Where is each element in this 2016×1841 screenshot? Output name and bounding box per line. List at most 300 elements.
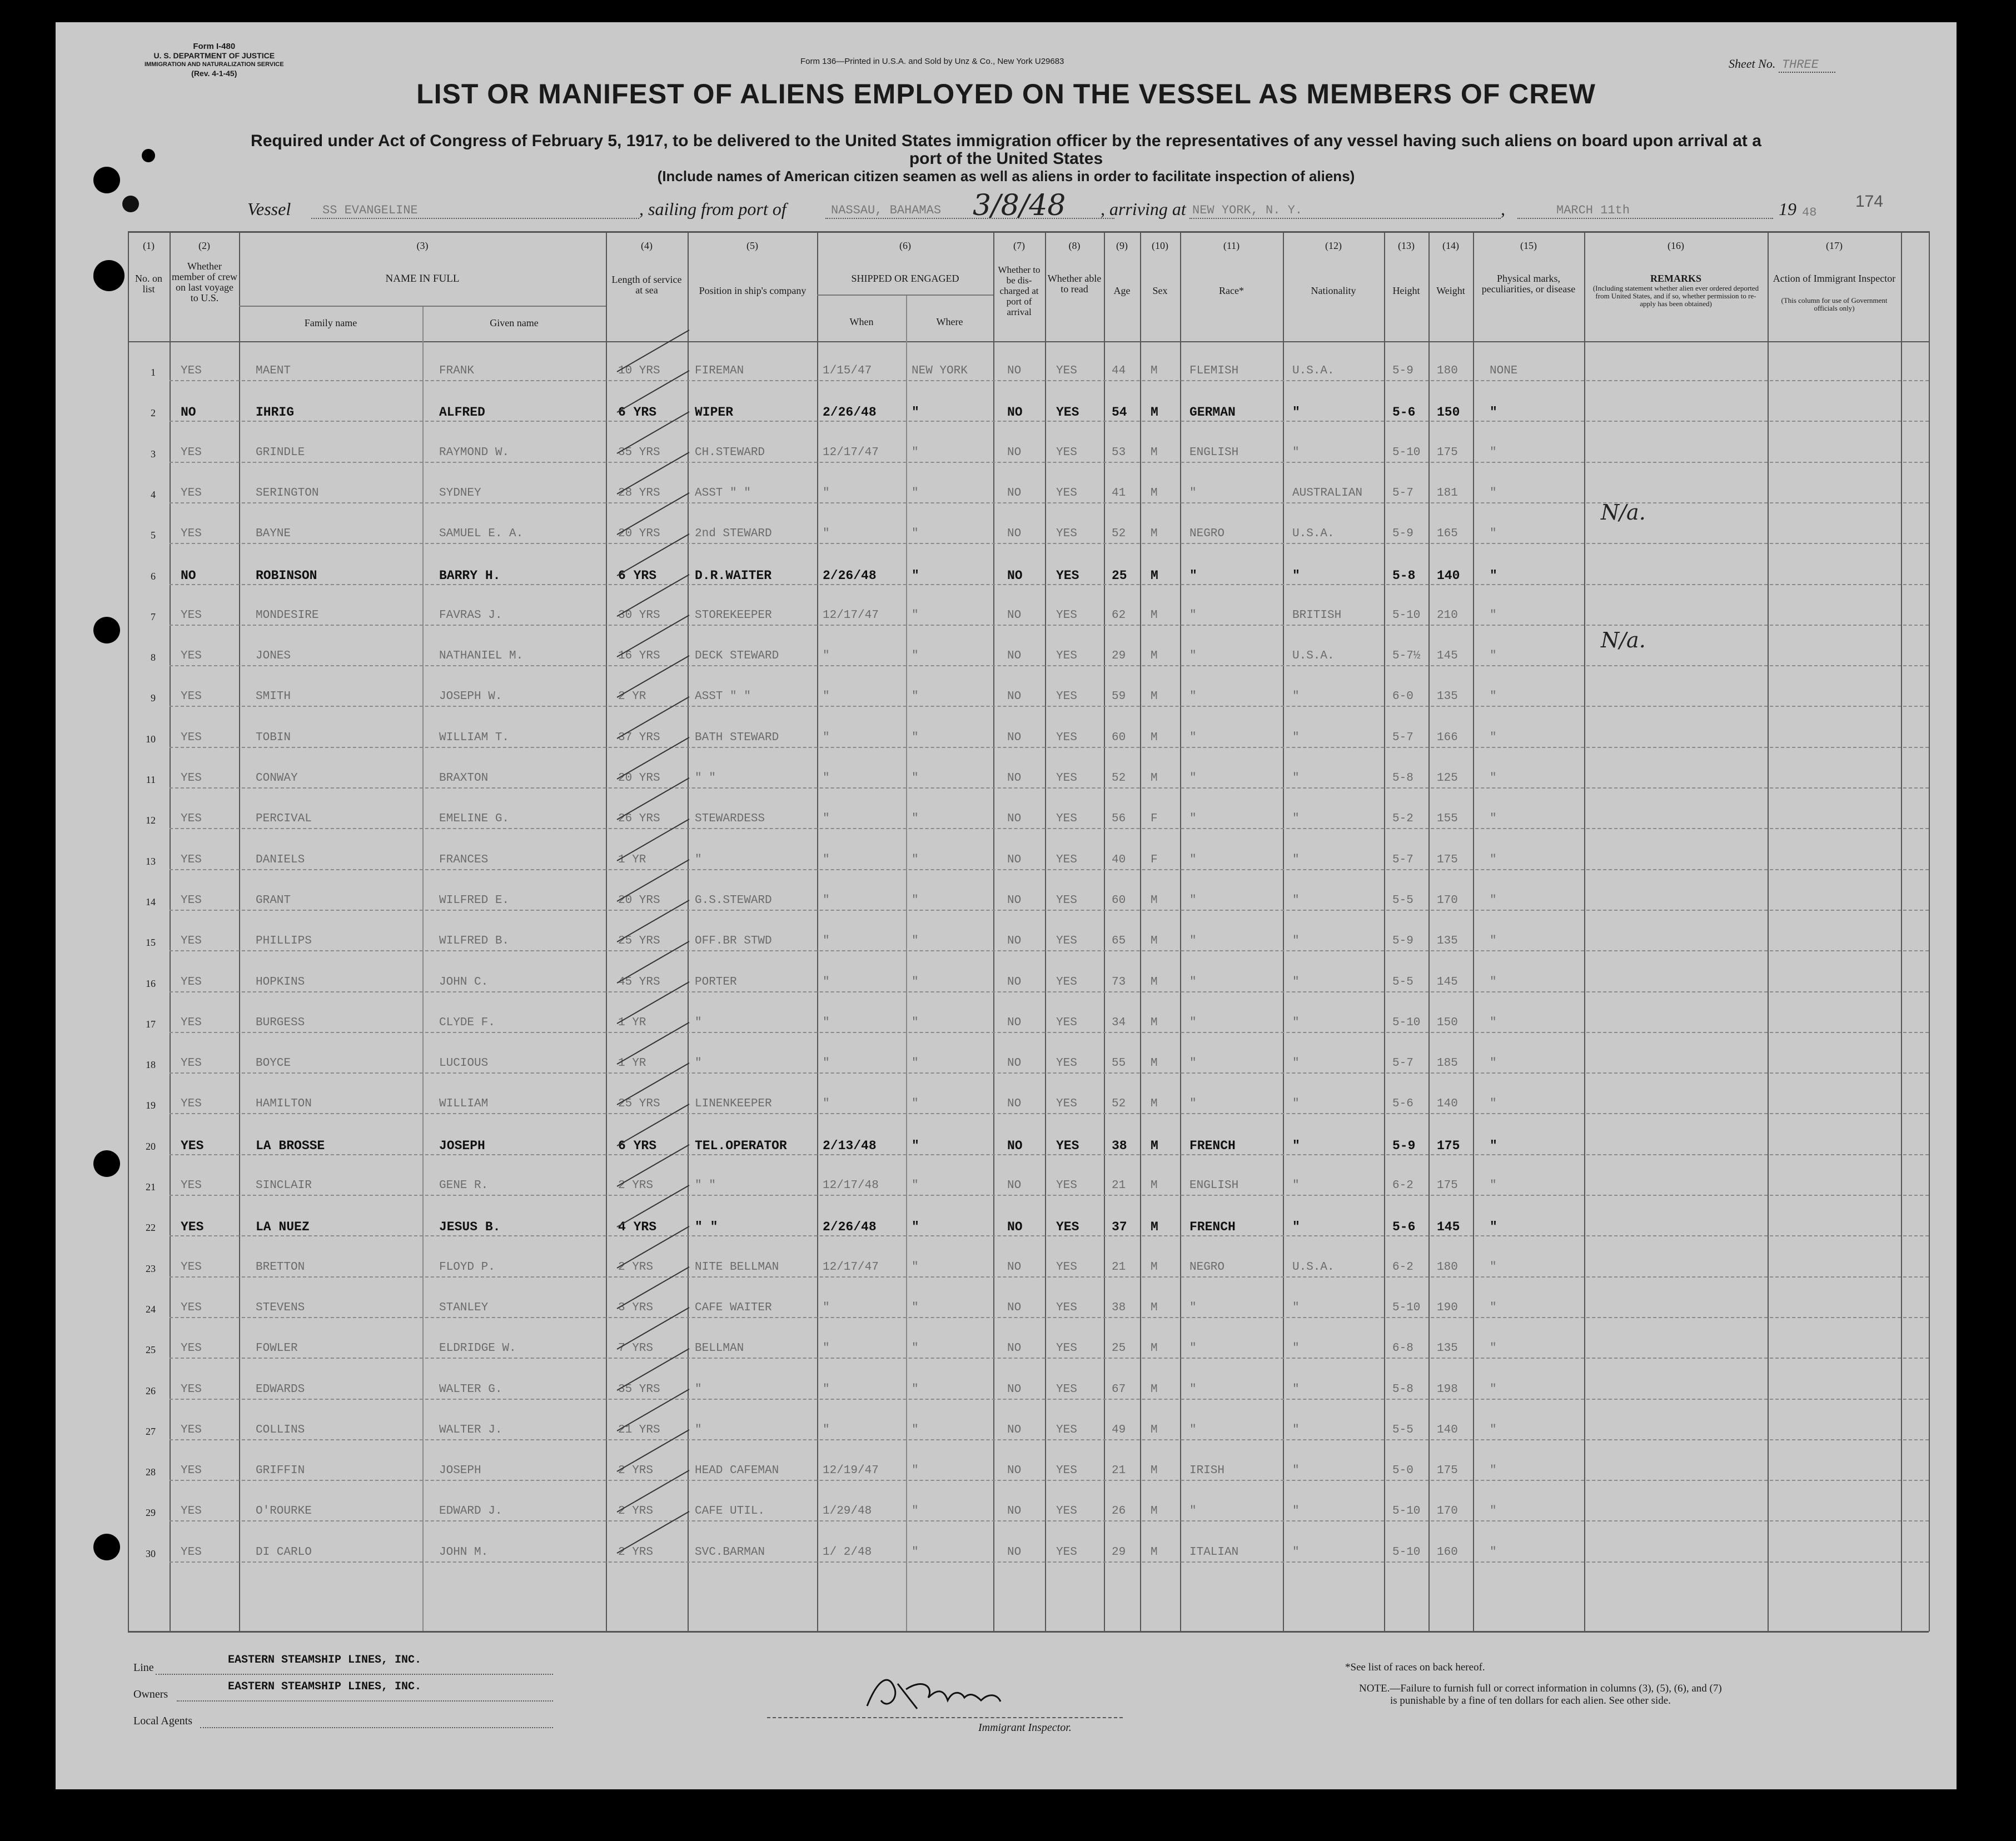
service-cell: 2 YRS [618, 1505, 654, 1518]
agents-dotline [200, 1727, 553, 1728]
col-line [1929, 231, 1930, 1632]
family-name-cell: PERCIVAL [256, 812, 312, 826]
marks-cell: " [1490, 405, 1497, 420]
crew-cell: YES [181, 690, 202, 704]
discharged-cell: NO [1007, 1220, 1023, 1235]
nationality-cell: " [1292, 568, 1300, 583]
col-line [1384, 231, 1385, 1632]
col-line [1045, 231, 1046, 1632]
row-number: 20 [146, 1140, 156, 1152]
height-cell: 5-10 [1392, 1545, 1421, 1559]
given-name-cell: WILFRED E. [439, 894, 510, 907]
line-dotline [156, 1674, 553, 1675]
read-cell: YES [1056, 853, 1077, 866]
row-rule [170, 991, 1929, 992]
row-rule [170, 1276, 1929, 1278]
sailing-port: NASSAU, BAHAMAS [831, 203, 942, 217]
family-name-cell: LA NUEZ [256, 1220, 310, 1235]
crew-cell: YES [181, 365, 202, 377]
row-number: 26 [146, 1385, 156, 1396]
family-name-cell: ROBINSON [256, 568, 317, 583]
nationality-cell: U.S.A. [1292, 650, 1335, 663]
col-head-height: Height [1392, 285, 1420, 296]
row-number: 12 [146, 815, 156, 826]
service-cell: 37 YRS [618, 731, 660, 744]
race-cell: FRENCH [1189, 1138, 1236, 1153]
race-cell: " [1189, 1423, 1197, 1436]
where-cell: " [912, 1545, 919, 1559]
age-cell: 53 [1112, 446, 1126, 459]
sex-cell: M [1151, 1342, 1158, 1355]
where-cell: " [912, 812, 919, 826]
where-cell: " [912, 935, 919, 948]
age-cell: 52 [1112, 772, 1126, 785]
table-bottom-rule [128, 1631, 1929, 1633]
col-line [1140, 231, 1141, 1632]
row-rule [170, 950, 1929, 951]
race-cell: " [1189, 853, 1197, 866]
position-cell: CAFE WAITER [695, 1301, 772, 1314]
crew-cell: YES [181, 650, 202, 663]
crew-cell: YES [181, 1383, 202, 1396]
discharged-cell: NO [1007, 1342, 1022, 1355]
given-name-cell: BARRY H. [439, 568, 501, 583]
row-rule [170, 828, 1929, 829]
position-cell: LINENKEEPER [695, 1097, 772, 1111]
where-cell: " [912, 975, 919, 989]
age-cell: 34 [1112, 1016, 1126, 1029]
nationality-cell: " [1292, 1342, 1300, 1355]
col-num: (3) [416, 240, 429, 251]
row-number: 9 [151, 692, 156, 704]
service-cell: 45 YRS [618, 975, 660, 989]
revision: (Rev. 4-1-45) [191, 69, 237, 78]
col-num: (8) [1068, 240, 1081, 251]
service-cell: 6 YRS [618, 568, 657, 583]
service-cell: 28 YRS [618, 486, 660, 500]
header-bottom-rule [128, 341, 1929, 342]
height-cell: 5-6 [1392, 405, 1416, 420]
read-cell: YES [1056, 650, 1077, 663]
discharged-cell: NO [1007, 935, 1022, 948]
department: U. S. DEPARTMENT OF JUSTICE [153, 51, 275, 60]
position-cell: FIREMAN [695, 365, 744, 377]
row-number: 6 [151, 570, 156, 582]
nationality-cell: " [1292, 1383, 1300, 1396]
crew-cell: YES [181, 772, 202, 785]
position-cell: " [695, 1057, 702, 1070]
row-rule [170, 869, 1929, 870]
family-name-cell: SERINGTON [256, 486, 319, 500]
marks-cell: " [1490, 812, 1497, 826]
col-num: (1) [143, 240, 155, 251]
marks-cell: " [1490, 894, 1497, 907]
sheet-number: THREE [1779, 58, 1835, 73]
row-number: 1 [151, 367, 156, 378]
read-cell: YES [1056, 1220, 1079, 1235]
col-head-read: Whether able to read [1047, 273, 1102, 295]
weight-cell: 150 [1437, 1016, 1458, 1029]
col-num: (12) [1325, 240, 1342, 251]
nationality-cell: " [1292, 894, 1300, 907]
sailing-label: , sailing from port of [639, 199, 787, 219]
when-cell: 2/26/48 [823, 1220, 877, 1235]
when-cell: " [823, 1423, 830, 1436]
col-line [993, 231, 994, 1632]
height-cell: 5-9 [1392, 935, 1413, 948]
col-num: (13) [1398, 240, 1415, 251]
read-cell: YES [1056, 1097, 1077, 1111]
age-cell: 67 [1112, 1383, 1126, 1396]
col-head-no: No. on list [135, 273, 162, 295]
read-cell: YES [1056, 608, 1077, 622]
marks-cell: " [1490, 1505, 1497, 1518]
col-head-nationality: Nationality [1311, 285, 1356, 296]
row-number: 17 [146, 1018, 156, 1030]
weight-cell: 145 [1437, 975, 1458, 989]
family-name-cell: GRANT [256, 894, 291, 907]
sex-cell: F [1151, 853, 1158, 866]
discharged-cell: NO [1007, 446, 1022, 459]
given-name-cell: JOHN M. [439, 1545, 489, 1559]
race-cell: " [1189, 1016, 1197, 1029]
family-name-cell: BOYCE [256, 1057, 291, 1070]
marks-cell: " [1490, 1545, 1497, 1559]
read-cell: YES [1056, 1301, 1077, 1314]
row-rule [170, 665, 1929, 666]
position-cell: SVC.BARMAN [695, 1545, 765, 1559]
discharged-cell: NO [1007, 1301, 1022, 1314]
height-cell: 5-5 [1392, 975, 1413, 989]
age-cell: 29 [1112, 650, 1126, 663]
weight-cell: 175 [1437, 853, 1458, 866]
position-cell: WIPER [695, 405, 734, 420]
service-cell: 35 YRS [618, 446, 660, 459]
sex-cell: M [1151, 365, 1158, 377]
arriving-port: NEW YORK, N. Y. [1192, 203, 1303, 217]
weight-cell: 145 [1437, 650, 1458, 663]
where-cell: " [912, 1301, 919, 1314]
when-cell: 2/26/48 [823, 568, 877, 583]
crew-cell: YES [181, 1342, 202, 1355]
date-dotline [1517, 218, 1773, 219]
service-cell: 3 YRS [618, 1301, 654, 1314]
row-number: 21 [146, 1181, 156, 1193]
col-head-position: Position in ship's company [699, 285, 807, 296]
col-head-shipped: SHIPPED OR ENGAGED [851, 273, 959, 284]
service-cell: 26 YRS [618, 812, 660, 826]
family-name-cell: GRINDLE [256, 446, 305, 459]
discharged-cell: NO [1007, 1383, 1022, 1396]
family-name-cell: BRETTON [256, 1260, 305, 1274]
sex-cell: M [1151, 1016, 1158, 1029]
age-cell: 40 [1112, 853, 1126, 866]
crew-cell: YES [181, 731, 202, 744]
punch-hole [93, 167, 120, 193]
weight-cell: 170 [1437, 1505, 1458, 1518]
age-cell: 62 [1112, 608, 1126, 622]
row-rule [170, 1113, 1929, 1114]
when-cell: " [823, 935, 830, 948]
marks-cell: " [1490, 486, 1497, 500]
service-cell: 1 YR [618, 1057, 646, 1070]
discharged-cell: NO [1007, 1097, 1022, 1111]
family-name-cell: MONDESIRE [256, 608, 319, 622]
name-subrule [239, 306, 606, 307]
where-cell: " [912, 486, 919, 500]
arrival-date: MARCH 11th [1556, 203, 1630, 217]
crew-cell: YES [181, 608, 202, 622]
weight-cell: 160 [1437, 1545, 1458, 1559]
read-cell: YES [1056, 812, 1077, 826]
marks-cell: " [1490, 1220, 1497, 1235]
arriving-dotline [1189, 218, 1501, 219]
family-name-cell: SMITH [256, 690, 291, 704]
row-number: 22 [146, 1222, 156, 1234]
when-cell: " [823, 1097, 830, 1111]
marks-cell: " [1490, 1342, 1497, 1355]
nationality-cell: U.S.A. [1292, 1260, 1335, 1274]
weight-cell: 135 [1437, 935, 1458, 948]
race-cell: NEGRO [1189, 527, 1225, 541]
position-cell: CH.STEWARD [695, 446, 765, 459]
age-cell: 25 [1112, 1342, 1126, 1355]
read-cell: YES [1056, 1423, 1077, 1436]
height-cell: 5-6 [1392, 1220, 1416, 1235]
read-cell: YES [1056, 975, 1077, 989]
family-name-cell: O'ROURKE [256, 1505, 312, 1518]
vessel-label: Vessel [247, 199, 291, 219]
crew-cell: YES [181, 1464, 202, 1478]
service-cell: 2 YRS [618, 1545, 654, 1559]
family-name-cell: EDWARDS [256, 1383, 305, 1396]
given-name-cell: BRAXTON [439, 772, 489, 785]
row-rule [170, 584, 1929, 585]
weight-cell: 180 [1437, 1260, 1458, 1274]
crew-cell: YES [181, 935, 202, 948]
row-number: 15 [146, 937, 156, 949]
position-cell: G.S.STEWARD [695, 894, 772, 907]
col-head-remarks-sub: (Including statement whether alien ever ordered deported from United States, and if so, whether permission to re-apply has been obtained) [1592, 284, 1759, 308]
family-name-cell: PHILLIPS [256, 935, 312, 948]
row-rule [170, 910, 1929, 911]
marks-cell: " [1490, 690, 1497, 704]
given-name-cell: NATHANIEL M. [439, 650, 524, 663]
when-cell: 1/29/48 [823, 1505, 872, 1518]
discharged-cell: NO [1007, 1423, 1022, 1436]
given-name-cell: RAYMOND W. [439, 446, 510, 459]
row-number: 5 [151, 530, 156, 541]
where-cell: " [912, 1464, 919, 1478]
note-label: NOTE. [1359, 1683, 1390, 1694]
col-num: (6) [899, 240, 911, 251]
nationality-cell: " [1292, 1545, 1300, 1559]
service-cell: 25 YRS [618, 1097, 660, 1111]
crew-cell: YES [181, 1423, 202, 1436]
when-cell: 1/ 2/48 [823, 1545, 872, 1559]
given-name-cell: ALFRED [439, 405, 485, 420]
sheet-label: Sheet No. [1729, 57, 1776, 71]
position-cell: PORTER [695, 975, 737, 989]
where-cell: " [912, 1342, 919, 1355]
weight-cell: 145 [1437, 1220, 1460, 1235]
marks-cell: " [1490, 1016, 1497, 1029]
nationality-cell: " [1292, 690, 1300, 704]
marks-cell: " [1490, 731, 1497, 744]
when-cell: " [823, 772, 830, 785]
form-number: Form I-480 [193, 42, 236, 51]
discharged-cell: NO [1007, 812, 1022, 826]
race-cell: " [1189, 1301, 1197, 1314]
service-cell: 25 YRS [618, 935, 660, 948]
nationality-cell: " [1292, 772, 1300, 785]
marks-cell: " [1490, 1383, 1497, 1396]
col-head-race: Race* [1219, 285, 1244, 296]
col-head-family: Family name [304, 317, 357, 328]
race-cell: " [1189, 935, 1197, 948]
shipped-subrule [817, 295, 993, 296]
given-name-cell: FLOYD P. [439, 1260, 495, 1274]
height-cell: 5-8 [1392, 772, 1413, 785]
sex-cell: M [1151, 527, 1158, 541]
vessel-dotline [311, 218, 639, 219]
weight-cell: 185 [1437, 1057, 1458, 1070]
family-name-cell: SINCLAIR [256, 1179, 312, 1192]
race-cell: " [1189, 608, 1197, 622]
col-num: (10) [1152, 240, 1168, 251]
position-cell: ASST " " [695, 690, 751, 704]
weight-cell: 180 [1437, 365, 1458, 377]
row-number: 24 [146, 1303, 156, 1315]
age-cell: 29 [1112, 1545, 1126, 1559]
read-cell: YES [1056, 1505, 1077, 1518]
position-cell: " " [695, 1220, 718, 1235]
nationality-cell: " [1292, 935, 1300, 948]
discharged-cell: NO [1007, 1505, 1022, 1518]
position-cell: D.R.WAITER [695, 568, 772, 583]
family-name-cell: FOWLER [256, 1342, 298, 1355]
col-head-given: Given name [490, 317, 539, 328]
where-cell: NEW YORK [912, 365, 968, 377]
col-line [688, 231, 689, 1632]
marks-cell: " [1490, 853, 1497, 866]
col-head-age: Age [1113, 285, 1131, 296]
col-line [1473, 231, 1474, 1632]
discharged-cell: NO [1007, 486, 1022, 500]
given-name-cell: WILFRED B. [439, 935, 510, 948]
age-cell: 41 [1112, 486, 1126, 500]
position-cell: " " [695, 1179, 716, 1192]
height-cell: 5-7 [1392, 853, 1413, 866]
marks-cell: " [1490, 1423, 1497, 1436]
age-cell: 38 [1112, 1138, 1127, 1153]
where-cell: " [912, 527, 919, 541]
col-num: (15) [1520, 240, 1537, 251]
required-line-2: port of the United States [909, 149, 1103, 168]
weight-cell: 181 [1437, 486, 1458, 500]
required-line-1: Required under Act of Congress of February 5, 1917, to be delivered to the United States immigration officer by the representatives of any vessel having such aliens on board upon arrival at a [251, 132, 1761, 150]
col-head-remarks: REMARKS [1650, 273, 1701, 284]
nationality-cell: " [1292, 1016, 1300, 1029]
line-label: Line [133, 1662, 154, 1674]
race-cell: " [1189, 812, 1197, 826]
row-rule [170, 543, 1929, 544]
service-cell: 20 YRS [618, 527, 660, 541]
sex-cell: M [1151, 1505, 1158, 1518]
where-cell: " [912, 1016, 919, 1029]
age-cell: 65 [1112, 935, 1126, 948]
crew-cell: YES [181, 527, 202, 541]
year-value: 48 [1802, 206, 1817, 219]
races-note: *See list of races on back hereof. [1345, 1662, 1485, 1673]
where-cell: " [912, 1260, 919, 1274]
given-name-cell: FRANCES [439, 853, 489, 866]
col-line [170, 231, 171, 1632]
nationality-cell: " [1292, 1138, 1300, 1153]
service-cell: 6 YRS [618, 405, 657, 420]
sex-cell: M [1151, 1179, 1158, 1192]
sailing-date: 3/8/48 [973, 189, 1066, 222]
when-cell: " [823, 894, 830, 907]
family-name-cell: BAYNE [256, 527, 291, 541]
family-name-cell: JONES [256, 650, 291, 663]
race-cell: ENGLISH [1189, 446, 1239, 459]
service-cell: 30 YRS [618, 608, 660, 622]
marks-cell: " [1490, 1138, 1497, 1153]
sheet-number-block [1729, 57, 1835, 72]
arriving-label: , arriving at [1101, 199, 1186, 219]
race-cell: GERMAN [1189, 405, 1236, 420]
weight-cell: 135 [1437, 690, 1458, 704]
where-cell: " [912, 1220, 919, 1235]
col-line [1283, 231, 1284, 1632]
sailing-dotline [825, 218, 1114, 219]
weight-cell: 175 [1437, 1138, 1460, 1153]
weight-cell: 165 [1437, 527, 1458, 541]
given-name-cell: JOHN C. [439, 975, 489, 989]
sex-cell: M [1151, 568, 1158, 583]
when-cell: " [823, 486, 830, 500]
given-name-cell: FRANK [439, 365, 475, 377]
race-cell: " [1189, 1057, 1197, 1070]
when-cell: 12/17/48 [823, 1179, 879, 1192]
race-cell: " [1189, 731, 1197, 744]
row-rule [170, 1561, 1929, 1563]
include-note: (Include names of American citizen seamen as well as aliens in order to facilitate inspection of aliens) [657, 168, 1355, 184]
sex-cell: M [1151, 608, 1158, 622]
col-line [1180, 231, 1181, 1632]
where-cell: " [912, 731, 919, 744]
family-name-cell: HAMILTON [256, 1097, 312, 1111]
row-number: 2 [151, 407, 156, 419]
race-cell: " [1189, 568, 1197, 583]
crew-cell: YES [181, 1220, 204, 1235]
crew-cell: YES [181, 1057, 202, 1070]
given-name-cell: SYDNEY [439, 486, 481, 500]
given-name-cell: WILLIAM [439, 1097, 489, 1111]
read-cell: YES [1056, 1179, 1077, 1192]
given-name-cell: LUCIOUS [439, 1057, 489, 1070]
crew-cell: YES [181, 1260, 202, 1274]
read-cell: YES [1056, 935, 1077, 948]
height-cell: 5-5 [1392, 894, 1413, 907]
position-cell: HEAD CAFEMAN [695, 1464, 779, 1478]
crew-cell: YES [181, 1097, 202, 1111]
row-rule [170, 1195, 1929, 1196]
when-cell: " [823, 650, 830, 663]
read-cell: YES [1056, 1138, 1079, 1153]
row-rule [170, 1480, 1929, 1481]
